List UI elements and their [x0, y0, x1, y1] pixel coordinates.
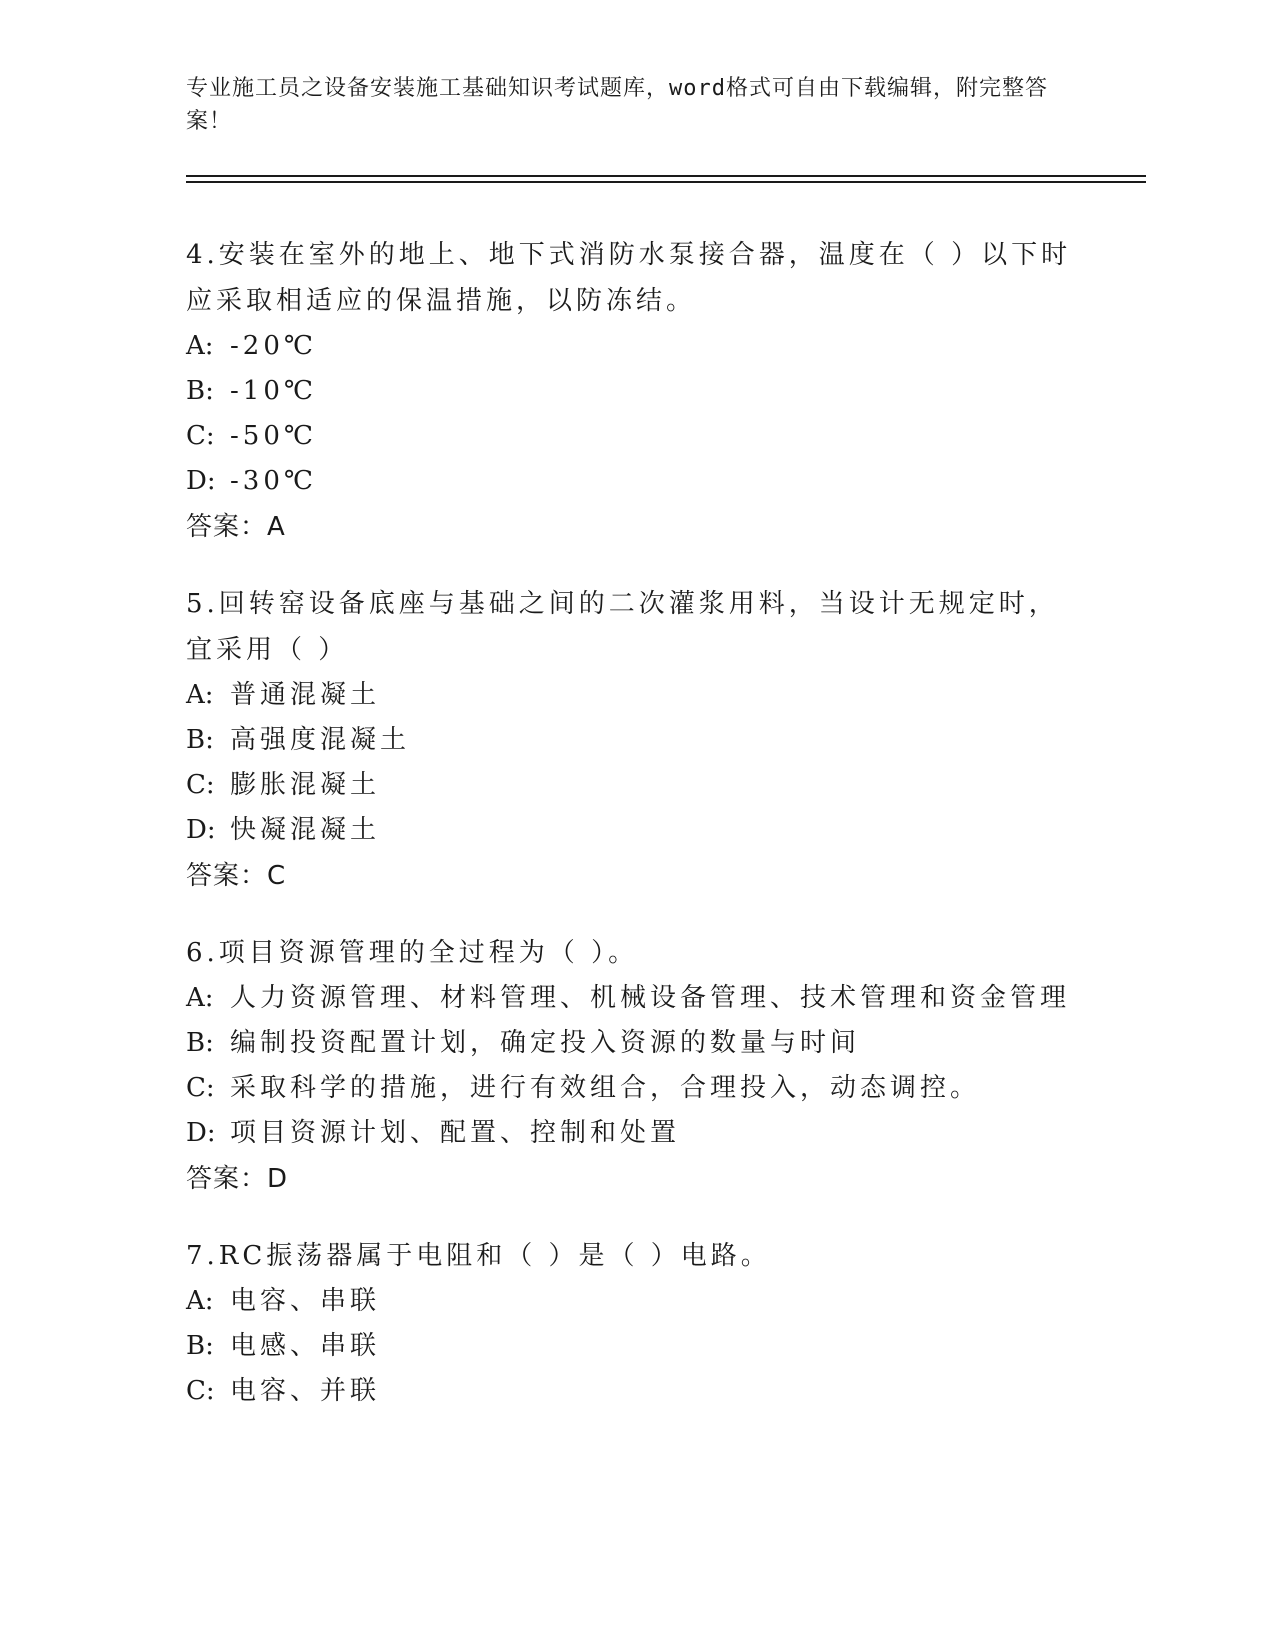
question-item [186, 232, 1086, 550]
option-c [186, 414, 1086, 459]
option-text: 高强度混凝土 [230, 725, 411, 755]
option-key: C: [186, 1376, 215, 1406]
option-key: C: [186, 1073, 215, 1103]
option-text: 电容、串联 [230, 1286, 381, 1316]
option-key: A: [186, 680, 214, 710]
option-text: 项目资源计划、配置、控制和处置 [230, 1118, 681, 1148]
question-title: 5.回转窑设备底座与基础之间的二次灌浆用料，当设计无规定时，宜采用（ ） [186, 589, 1059, 665]
option-text: 电容、并联 [230, 1376, 381, 1406]
option-key: D: [186, 815, 216, 845]
option-b [186, 369, 1086, 414]
option-a [186, 324, 1086, 369]
option-key: B: [186, 1331, 214, 1361]
option-key: D: [186, 1118, 216, 1148]
option-text: 普通混凝土 [230, 680, 381, 710]
option-a [186, 976, 1086, 1021]
option-c [186, 1369, 1086, 1414]
option-key: D: [186, 466, 216, 496]
option-key: C: [186, 770, 215, 800]
option-text: -30℃ [230, 466, 317, 496]
option-c [186, 763, 1086, 808]
option-text: 膨胀混凝土 [230, 770, 381, 800]
question-title: 6.项目资源管理的全过程为（ ）。 [186, 938, 639, 968]
option-c [186, 1066, 1086, 1111]
option-text: -10℃ [230, 376, 317, 406]
header-divider-bottom [186, 181, 1146, 183]
option-d [186, 459, 1086, 504]
question-item [186, 930, 1086, 1202]
option-key: A: [186, 983, 214, 1013]
question-item [186, 1233, 1086, 1414]
option-key: B: [186, 725, 214, 755]
option-text: 快凝混凝土 [230, 815, 381, 845]
option-a [186, 673, 1086, 718]
header-divider-top [186, 175, 1146, 177]
option-text: 编制投资配置计划，确定投入资源的数量与时间 [230, 1028, 861, 1058]
option-b [186, 718, 1086, 763]
question-title: 4.安装在室外的地上、地下式消防水泵接合器，温度在（ ）以下时应采取相适应的保温措施，以防冻结。 [186, 240, 1072, 316]
option-key: B: [186, 1028, 214, 1058]
option-text: 电感、串联 [230, 1331, 381, 1361]
answer-line: 答案：C [186, 861, 287, 891]
option-key: A: [186, 331, 214, 361]
question-title: 7.RC振荡器属于电阻和（ ）是（ ）电路。 [186, 1241, 771, 1271]
option-a [186, 1279, 1086, 1324]
option-d [186, 808, 1086, 853]
answer-line: 答案：D [186, 1164, 289, 1194]
document-header: 专业施工员之设备安装施工基础知识考试题库，word格式可自由下载编辑，附完整答案！ [186, 76, 1048, 134]
question-item [186, 581, 1086, 899]
option-b [186, 1021, 1086, 1066]
option-b [186, 1324, 1086, 1369]
option-text: 人力资源管理、材料管理、机械设备管理、技术管理和资金管理 [230, 983, 1071, 1013]
option-key: C: [186, 421, 215, 451]
option-d [186, 1111, 1086, 1156]
question-list [186, 232, 1086, 1445]
option-text: 采取科学的措施，进行有效组合，合理投入，动态调控。 [230, 1073, 981, 1103]
option-key: B: [186, 376, 214, 406]
option-key: A: [186, 1286, 214, 1316]
option-text: -20℃ [230, 331, 317, 361]
option-text: -50℃ [230, 421, 317, 451]
answer-line: 答案：A [186, 512, 286, 542]
